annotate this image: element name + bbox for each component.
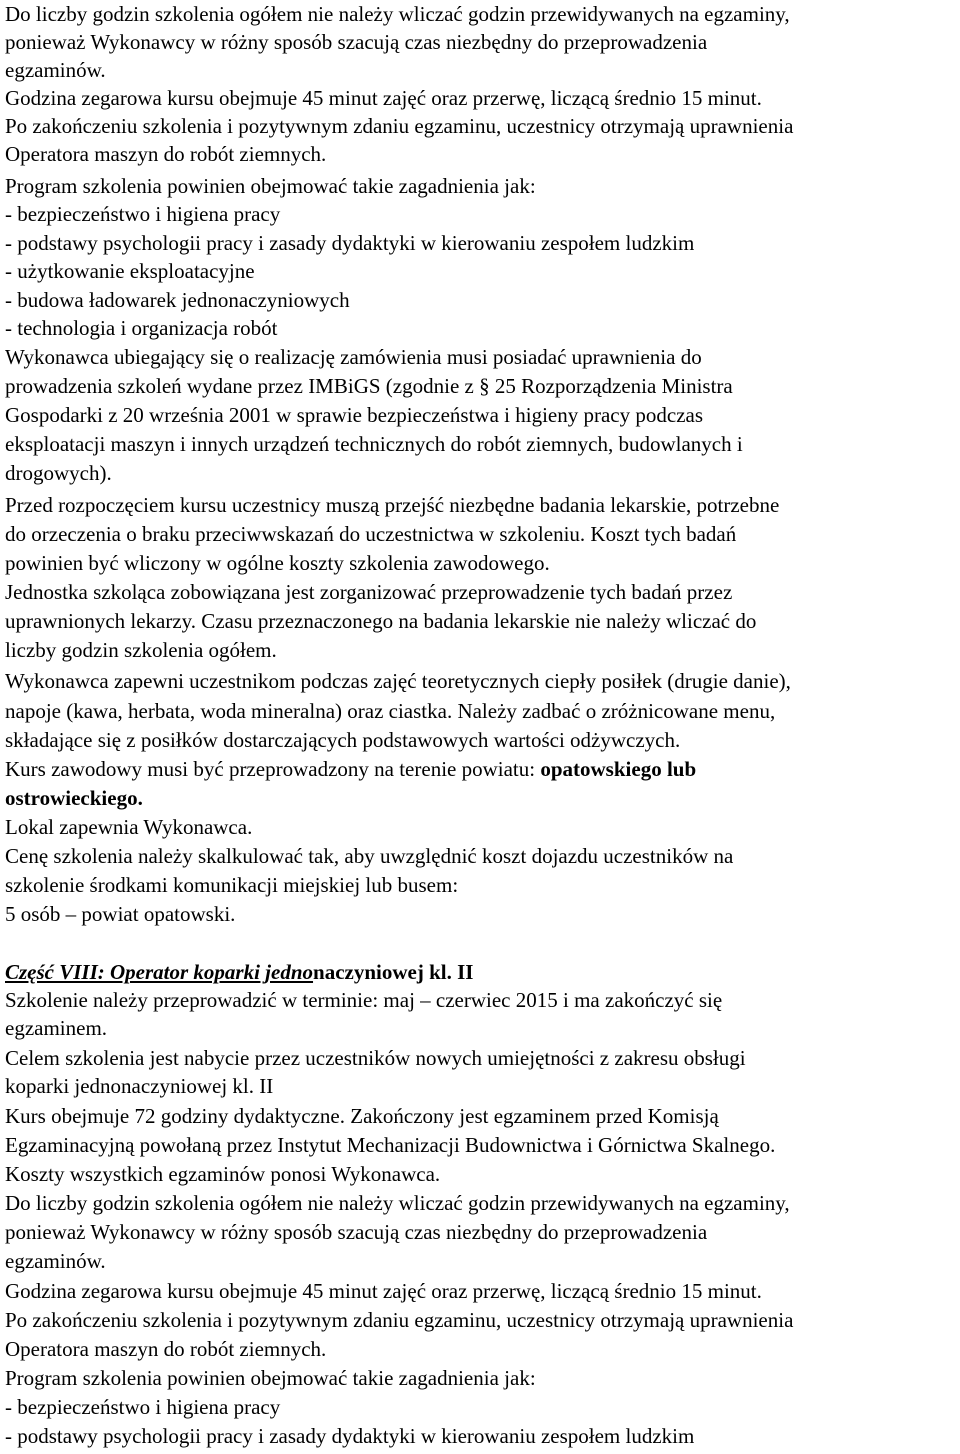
text-line: Koszty wszystkich egzaminów ponosi Wykonawca.	[5, 1162, 441, 1186]
text-line: drogowych).	[5, 461, 112, 485]
text-line: Kurs obejmuje 72 godziny dydaktyczne. Zakończony jest egzaminem przed Komisją	[5, 1104, 719, 1128]
text-line: składające się z posiłków dostarczających podstawowych wartości odżywczych.	[5, 728, 681, 752]
text-line: Lokal zapewnia Wykonawca.	[5, 815, 253, 839]
text-line: Przed rozpoczęciem kursu uczestnicy muszą przejść niezbędne badania lekarskie, potrzebne	[5, 493, 780, 517]
text-line: Po zakończeniu szkolenia i pozytywnym zdaniu egzaminu, uczestnicy otrzymają uprawnienia	[5, 1308, 794, 1332]
text-line: ponieważ Wykonawcy w różny sposób szacują czas niezbędny do przeprowadzenia	[5, 1220, 708, 1244]
text-line: szkolenie środkami komunikacji miejskiej lub busem:	[5, 873, 459, 897]
list-item: - użytkowanie eksploatacyjne	[5, 259, 255, 283]
text-line: Do liczby godzin szkolenia ogółem nie należy wliczać godzin przewidywanych na egzaminy,	[5, 1191, 790, 1215]
heading-bold-part: naczyniowej kl. II	[313, 960, 474, 984]
list-item: - technologia i organizacja robót	[5, 316, 278, 340]
text-line: eksploatacji maszyn i innych urządzeń technicznych do robót ziemnych, budowlanych i	[5, 432, 743, 456]
list-item: - bezpieczeństwo i higiena pracy	[5, 1395, 281, 1419]
text-line: Jednostka szkoląca zobowiązana jest zorganizować przeprowadzenie tych badań przez	[5, 580, 733, 604]
heading-italic-part: Część VIII: Operator koparki jedno	[5, 960, 314, 984]
text-line: Celem szkolenia jest nabycie przez uczestników nowych umiejętności z zakresu obsługi	[5, 1046, 746, 1070]
text-line: uprawnionych lekarzy. Czasu przeznaczonego na badania lekarskie nie należy wliczać do	[5, 609, 757, 633]
text-line: Godzina zegarowa kursu obejmuje 45 minut zajęć oraz przerwę, liczącą średnio 15 minut.	[5, 86, 762, 110]
text-line: Operatora maszyn do robót ziemnych.	[5, 1337, 327, 1361]
text-line: Gospodarki z 20 września 2001 w sprawie bezpieczeństwa i higieny pracy podczas	[5, 403, 704, 427]
kurs-district-bold: opatowskiego lub	[540, 757, 697, 781]
text-line: Do liczby godzin szkolenia ogółem nie należy wliczać godzin przewidywanych na egzaminy,	[5, 2, 790, 26]
text-line: liczby godzin szkolenia ogółem.	[5, 638, 277, 662]
section-heading	[5, 958, 473, 986]
text-line: Cenę szkolenia należy skalkulować tak, aby uwzględnić koszt dojazdu uczestników na	[5, 844, 734, 868]
text-line: ponieważ Wykonawcy w różny sposób szacują czas niezbędny do przeprowadzenia	[5, 30, 708, 54]
text-line: prowadzenia szkoleń wydane przez IMBiGS (zgodnie z § 25 Rozporządzenia Ministra	[5, 374, 733, 398]
text-line: Wykonawca zapewni uczestnikom podczas zajęć teoretycznych ciepły posiłek (drugie danie),	[5, 669, 791, 693]
text-line: do orzeczenia o braku przeciwwskazań do uczestnictwa w szkoleniu. Koszt tych badań	[5, 522, 737, 546]
text-line: Szkolenie należy przeprowadzić w terminie: maj – czerwiec 2015 i ma zakończyć się	[5, 988, 723, 1012]
text-line: Egzaminacyjną powołaną przez Instytut Mechanizacji Budownictwa i Górnictwa Skalnego.	[5, 1133, 776, 1157]
text-line: egzaminem.	[5, 1016, 108, 1040]
text-line: Wykonawca ubiegający się o realizację zamówienia musi posiadać uprawnienia do	[5, 345, 702, 369]
list-item: - budowa ładowarek jednonaczyniowych	[5, 288, 350, 312]
list-item: - podstawy psychologii pracy i zasady dydaktyki w kierowaniu zespołem ludzkim	[5, 1424, 695, 1448]
text-line: Godzina zegarowa kursu obejmuje 45 minut zajęć oraz przerwę, liczącą średnio 15 minut.	[5, 1279, 762, 1303]
text-line: napoje (kawa, herbata, woda mineralna) oraz ciastka. Należy zadbać o zróżnicowane menu,	[5, 699, 776, 723]
text-line: koparki jednonaczyniowej kl. II	[5, 1074, 274, 1098]
text-line: Operatora maszyn do robót ziemnych.	[5, 142, 327, 166]
text-line: Po zakończeniu szkolenia i pozytywnym zdaniu egzaminu, uczestnicy otrzymają uprawnienia	[5, 114, 794, 138]
text-line: Program szkolenia powinien obejmować takie zagadnienia jak:	[5, 1366, 536, 1390]
list-item: - bezpieczeństwo i higiena pracy	[5, 202, 281, 226]
text-line: ostrowieckiego.	[5, 786, 143, 810]
list-item: - podstawy psychologii pracy i zasady dydaktyki w kierowaniu zespołem ludzkim	[5, 231, 695, 255]
text-line: powinien być wliczony w ogólne koszty szkolenia zawodowego.	[5, 551, 550, 575]
text-line: egzaminów.	[5, 1249, 106, 1273]
text-line: Program szkolenia powinien obejmować takie zagadnienia jak:	[5, 174, 536, 198]
text-line: 5 osób – powiat opatowski.	[5, 902, 236, 926]
kurs-prefix: Kurs zawodowy musi być przeprowadzony na terenie powiatu:	[5, 757, 541, 781]
text-line	[5, 755, 696, 783]
text-line: egzaminów.	[5, 58, 106, 82]
